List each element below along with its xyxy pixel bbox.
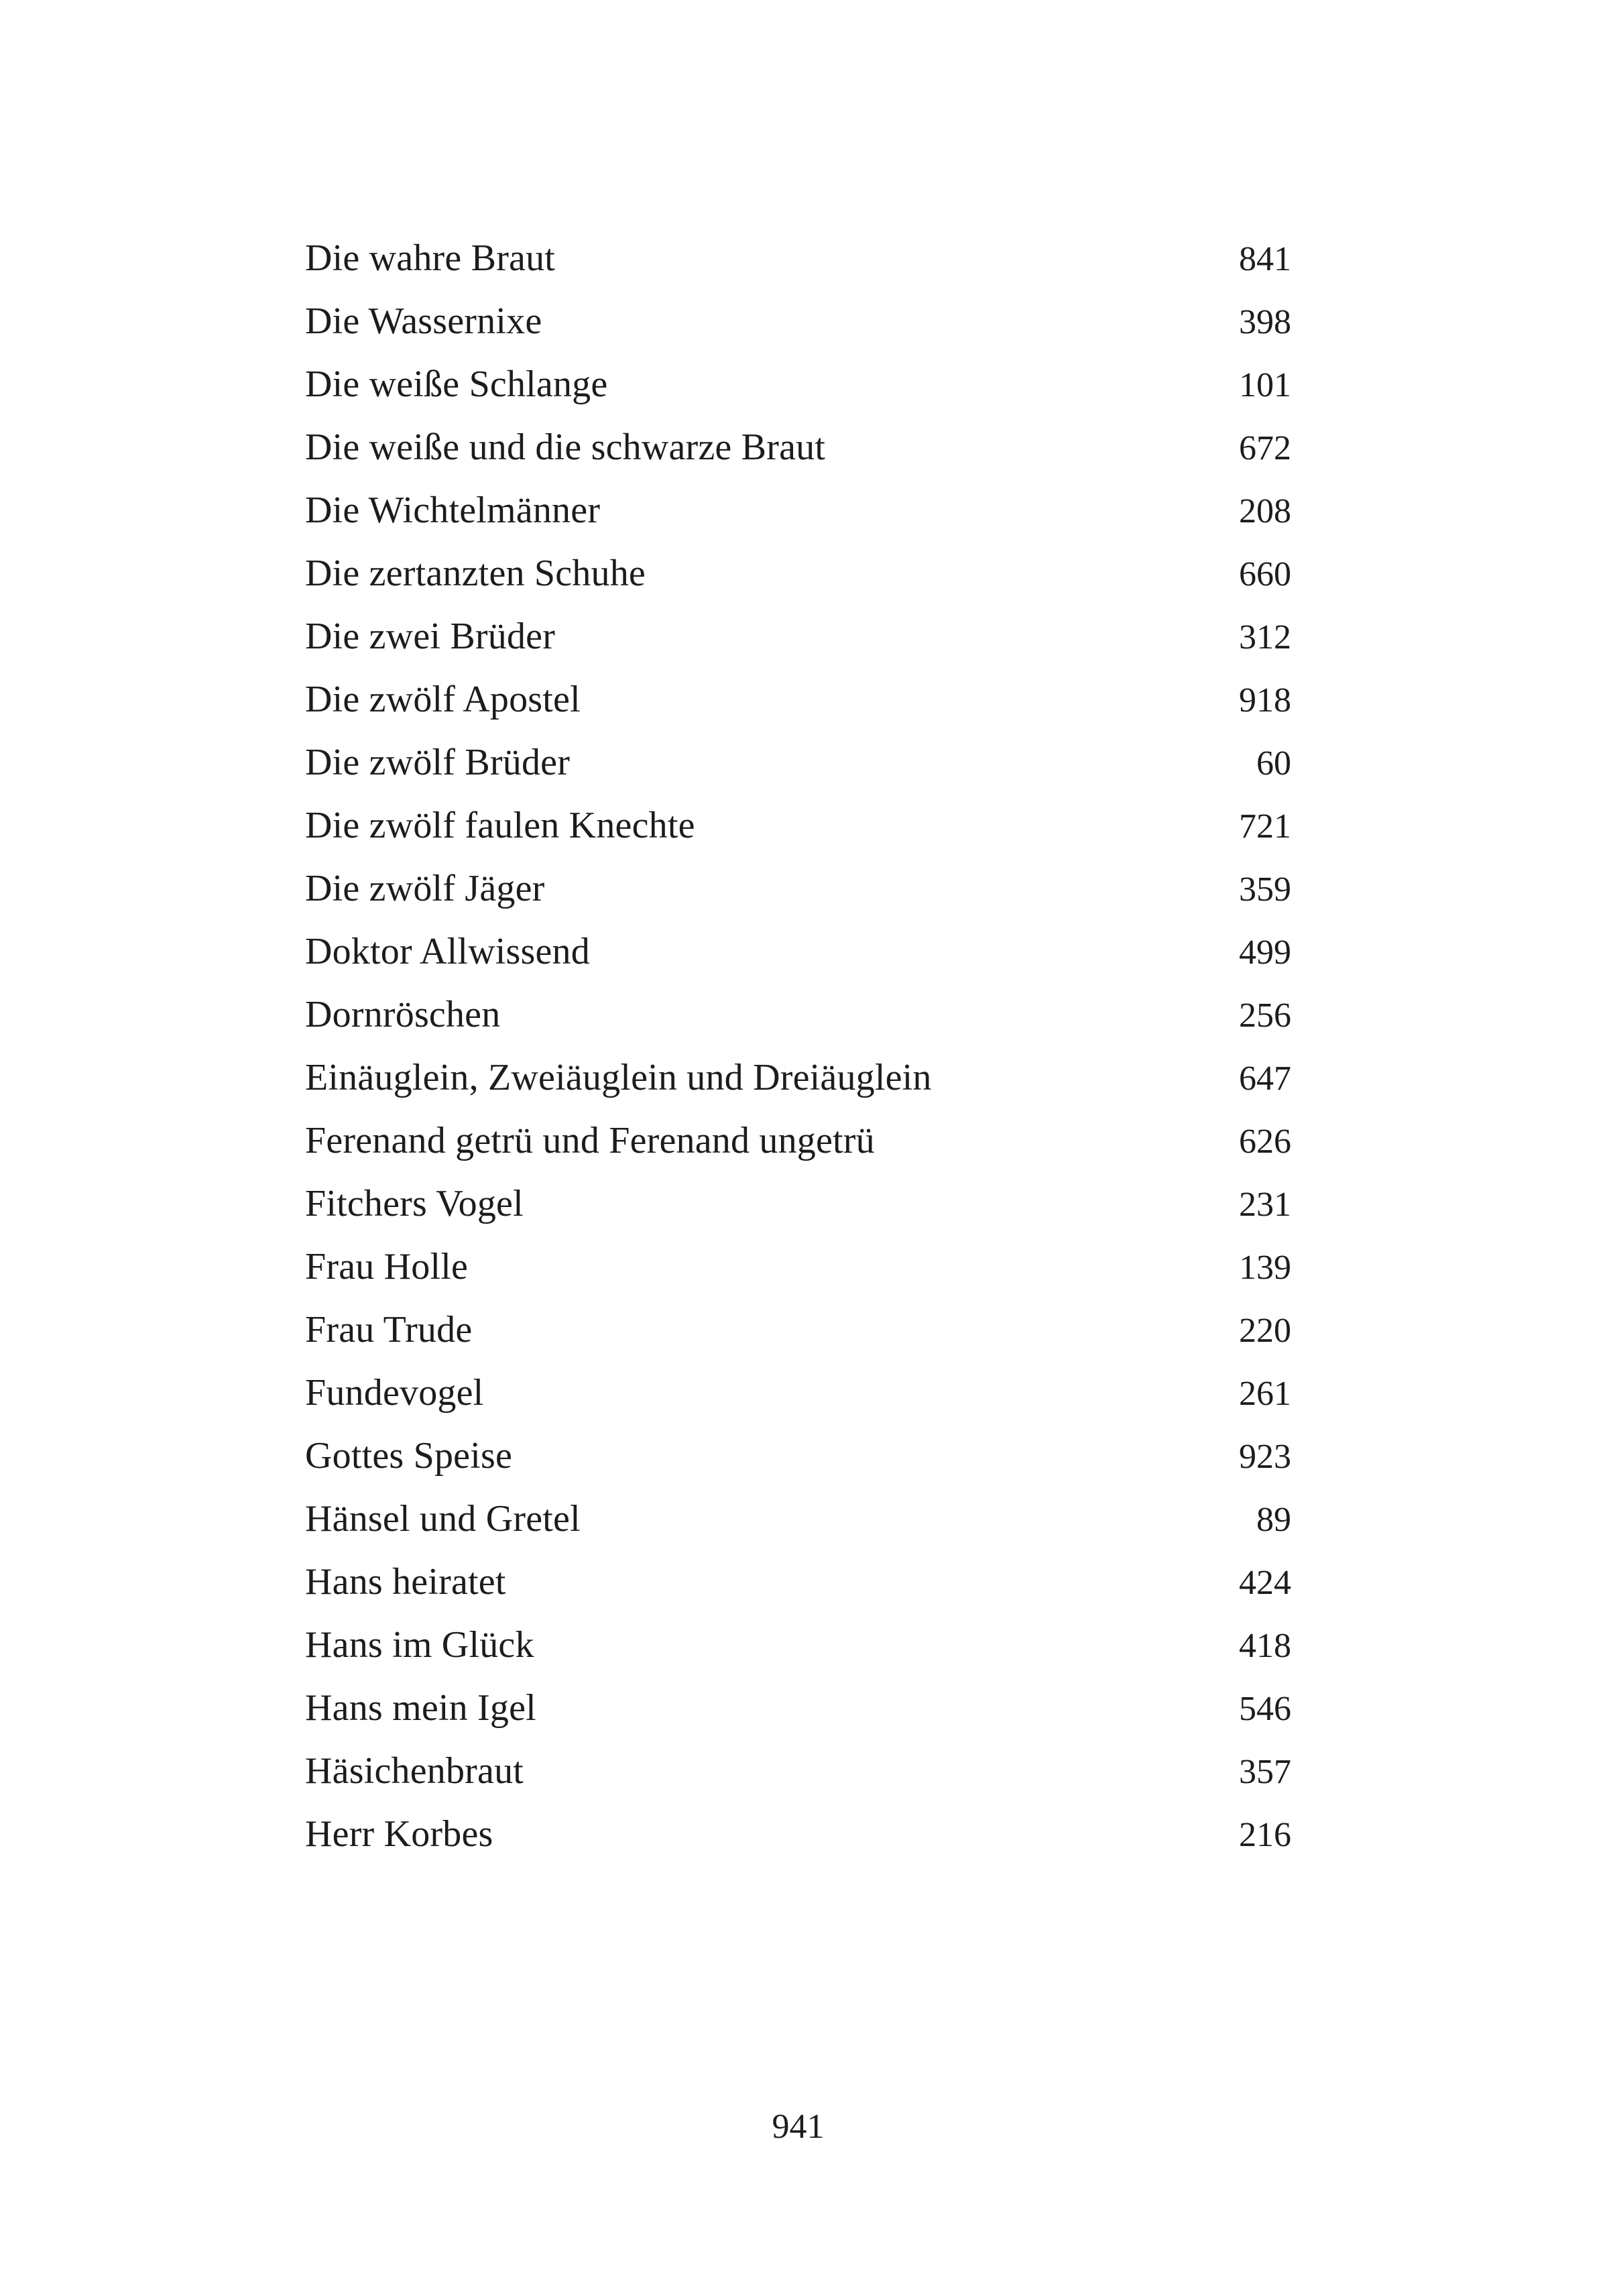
toc-entry — [305, 1235, 1291, 1298]
toc-entry-title: Häsichenbraut — [305, 1750, 524, 1792]
toc-entry — [305, 1550, 1291, 1613]
toc-entry-page: 418 — [1239, 1627, 1291, 1665]
toc-entry-title: Die Wichtelmänner — [305, 490, 601, 531]
toc-entry-title: Hänsel und Gretel — [305, 1498, 581, 1540]
toc-entry-page: 546 — [1239, 1690, 1291, 1728]
toc-entry-page: 923 — [1239, 1438, 1291, 1476]
toc-entry-title: Fitchers Vogel — [305, 1183, 524, 1224]
toc-entry-page: 424 — [1239, 1564, 1291, 1602]
toc-entry-page: 60 — [1256, 744, 1291, 783]
toc-entry-page: 626 — [1239, 1123, 1291, 1161]
toc-entry — [305, 227, 1291, 290]
toc-entry-title: Frau Holle — [305, 1246, 469, 1287]
toc-entry — [305, 1613, 1291, 1676]
toc-entry-page: 231 — [1239, 1186, 1291, 1224]
toc-entry-page: 89 — [1256, 1501, 1291, 1539]
toc-entry — [305, 416, 1291, 479]
toc-entry-title: Die zwei Brüder — [305, 616, 556, 657]
toc-entry-title: Die zertanzten Schuhe — [305, 553, 646, 594]
toc-entry-title: Doktor Allwissend — [305, 931, 590, 972]
toc-entry-page: 647 — [1239, 1059, 1291, 1098]
toc-entry-title: Die zwölf faulen Knechte — [305, 805, 695, 846]
toc-entry-title: Die wahre Braut — [305, 237, 556, 279]
toc-entry — [305, 1676, 1291, 1739]
toc-entry-page: 220 — [1239, 1312, 1291, 1350]
toc-entry — [305, 1046, 1291, 1109]
toc-entry-title: Hans heiratet — [305, 1561, 506, 1603]
toc-entry-title: Fundevogel — [305, 1372, 484, 1414]
toc-entry — [305, 983, 1291, 1046]
toc-entry-page: 312 — [1239, 618, 1291, 656]
toc-entry — [305, 731, 1291, 794]
toc-entry — [305, 857, 1291, 920]
toc-entry-title: Die weiße und die schwarze Braut — [305, 426, 826, 468]
toc-entry-page: 721 — [1239, 807, 1291, 846]
toc-entry — [305, 1109, 1291, 1172]
toc-entry-title: Hans im Glück — [305, 1624, 534, 1666]
toc-entry-page: 359 — [1239, 870, 1291, 909]
toc-entry — [305, 668, 1291, 731]
toc-entry — [305, 1361, 1291, 1424]
toc-entry — [305, 1172, 1291, 1235]
toc-entry-page: 918 — [1239, 681, 1291, 720]
toc-entry-title: Die zwölf Brüder — [305, 742, 571, 783]
folio-page-number: 941 — [772, 2108, 825, 2146]
toc-entry — [305, 542, 1291, 605]
toc-entry — [305, 290, 1291, 353]
toc-entry-title: Herr Korbes — [305, 1813, 493, 1855]
toc-entry — [305, 1487, 1291, 1550]
toc-entry-title: Ferenand getrü und Ferenand ungetrü — [305, 1120, 875, 1161]
toc-entry-title: Einäuglein, Zweiäuglein und Dreiäuglein — [305, 1057, 932, 1098]
toc-entry-page: 208 — [1239, 492, 1291, 530]
toc-entry — [305, 920, 1291, 983]
toc-entry-title: Die zwölf Jäger — [305, 868, 545, 909]
toc-list — [305, 227, 1291, 1866]
toc-entry-page: 261 — [1239, 1375, 1291, 1413]
toc-entry-title: Dornröschen — [305, 994, 501, 1035]
toc-entry-page: 398 — [1239, 303, 1291, 341]
toc-entry-page: 216 — [1239, 1816, 1291, 1854]
toc-entry — [305, 1424, 1291, 1487]
toc-entry-page: 101 — [1239, 366, 1291, 404]
toc-entry-page: 660 — [1239, 555, 1291, 593]
toc-entry-page: 256 — [1239, 996, 1291, 1035]
toc-entry — [305, 353, 1291, 416]
toc-entry-title: Hans mein Igel — [305, 1687, 536, 1729]
toc-entry — [305, 479, 1291, 542]
toc-entry — [305, 1802, 1291, 1866]
toc-entry-title: Die weiße Schlange — [305, 363, 608, 405]
toc-entry-page: 357 — [1239, 1753, 1291, 1791]
toc-entry — [305, 1739, 1291, 1802]
toc-entry-title: Die zwölf Apostel — [305, 679, 581, 720]
toc-entry — [305, 794, 1291, 857]
toc-entry-page: 672 — [1239, 429, 1291, 467]
toc-entry-page: 139 — [1239, 1249, 1291, 1287]
toc-entry — [305, 1298, 1291, 1361]
toc-entry-title: Die Wassernixe — [305, 300, 542, 342]
toc-entry-title: Frau Trude — [305, 1309, 473, 1351]
toc-entry — [305, 605, 1291, 668]
toc-entry-page: 841 — [1239, 240, 1291, 278]
toc-entry-page: 499 — [1239, 933, 1291, 972]
toc-entry-title: Gottes Speise — [305, 1435, 513, 1477]
